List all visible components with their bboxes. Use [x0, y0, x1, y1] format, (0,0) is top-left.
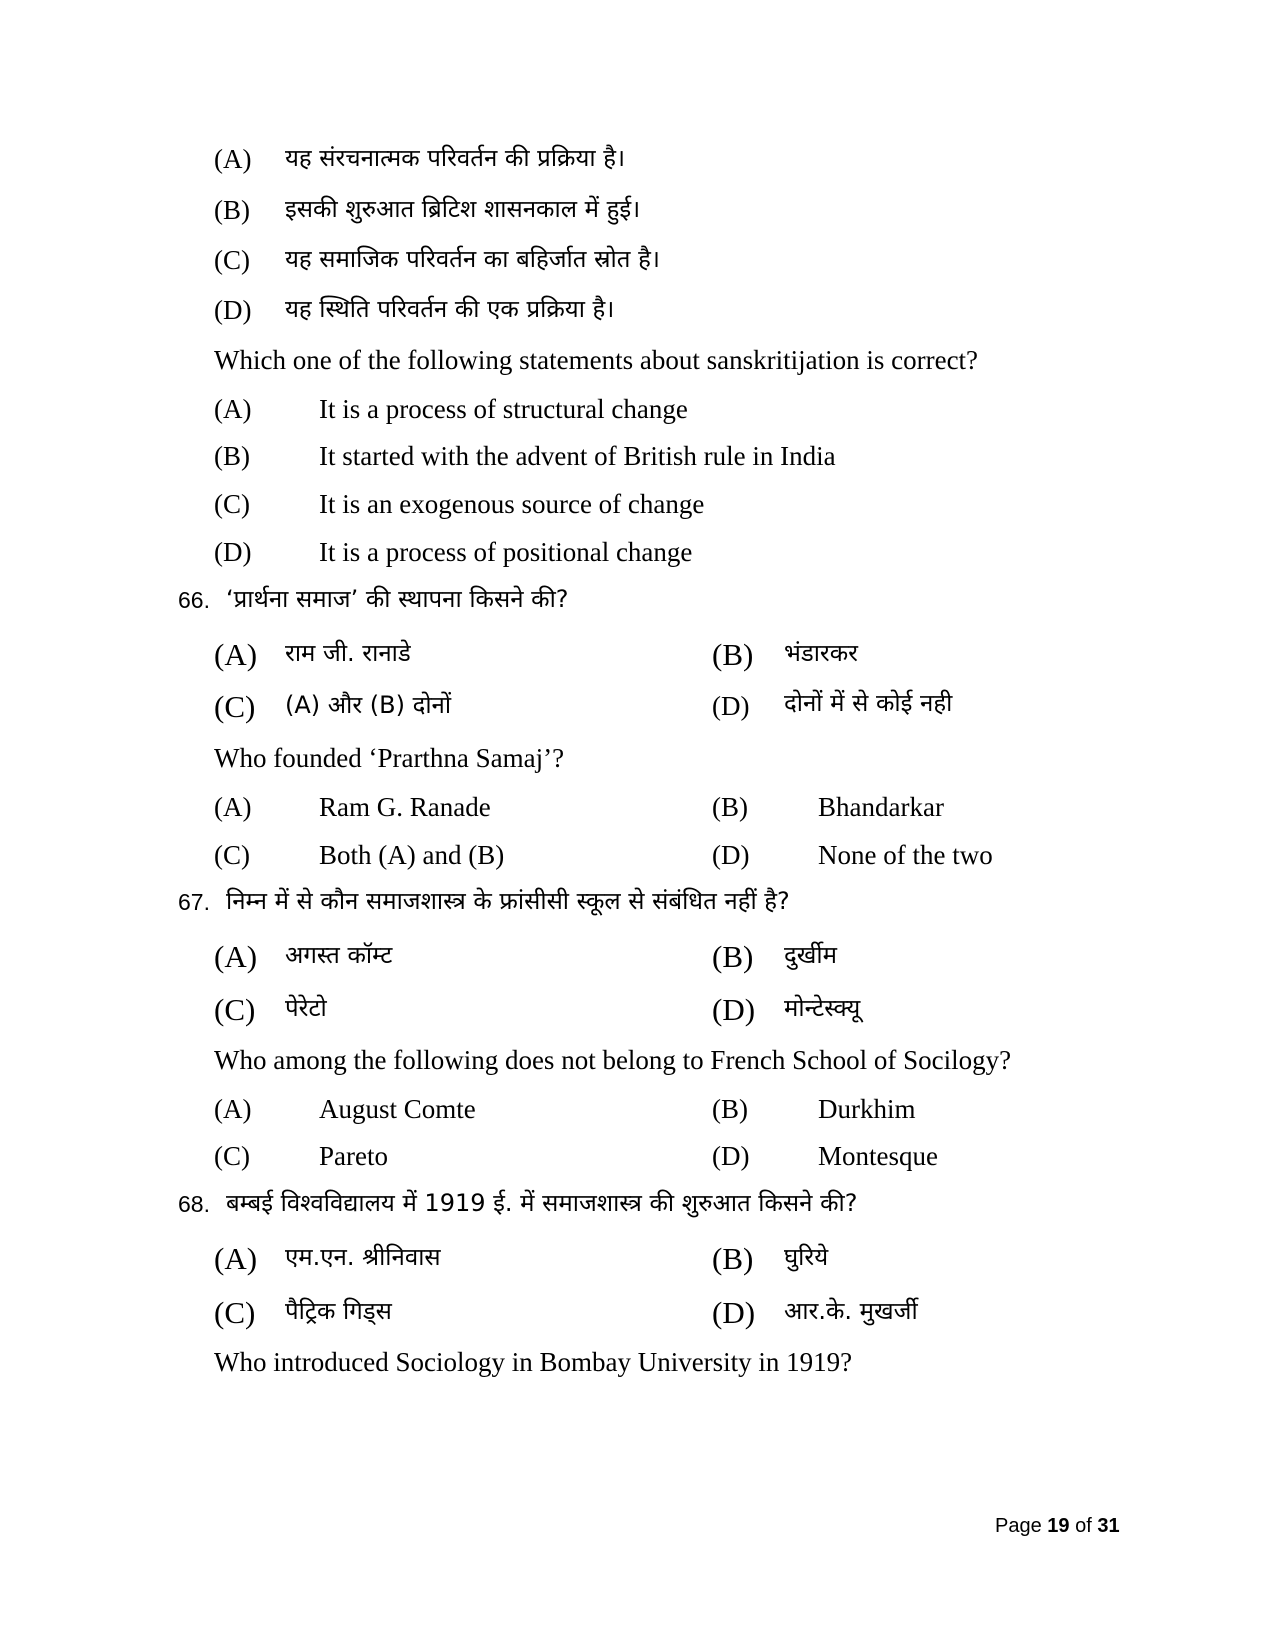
- option-label: (A): [214, 637, 258, 672]
- question-text: निम्न में से कौन समाजशास्त्र के फ्रांसीसी स्कूल से संबंधित नहीं है?: [226, 887, 790, 915]
- option-label: (A): [214, 1094, 252, 1124]
- option-label: (C): [214, 992, 256, 1027]
- option-text: August Comte: [319, 1094, 476, 1124]
- option-text: It is a process of positional change: [319, 537, 693, 567]
- option-label: (A): [214, 144, 252, 174]
- page-current: 19: [1047, 1515, 1070, 1537]
- option-label: (A): [214, 1241, 258, 1276]
- option-text: घुरिये: [784, 1243, 829, 1271]
- option-text: अगस्त कॉम्ट: [285, 941, 393, 969]
- option-text: यह स्थिति परिवर्तन की एक प्रक्रिया है।: [285, 295, 615, 323]
- option-label: (B): [214, 195, 250, 225]
- option-text: It is a process of structural change: [319, 394, 688, 424]
- option-label: (B): [712, 939, 754, 974]
- option-text: इसकी शुरुआत ब्रिटिश शासनकाल में हुई।: [285, 195, 641, 223]
- option-label: (D): [712, 691, 750, 721]
- option-label: (D): [214, 537, 252, 567]
- q68-en-question: Who introduced Sociology in Bombay University in 1919?: [214, 1347, 853, 1377]
- option-text: यह समाजिक परिवर्तन का बहिर्जात स्रोत है।: [285, 245, 660, 273]
- option-text: (A) और (B) दोनों: [285, 691, 452, 719]
- option-text: राम जी. रानाडे: [285, 639, 411, 667]
- question-text: बम्बई विश्वविद्यालय में 1919 ई. में समाजशास्त्र की शुरुआत किसने की?: [226, 1189, 858, 1217]
- option-text: Both (A) and (B): [319, 840, 505, 870]
- option-text: Pareto: [319, 1141, 388, 1171]
- option-text: एम.एन. श्रीनिवास: [285, 1243, 441, 1271]
- option-text: पेरेटो: [285, 994, 327, 1022]
- option-label: (A): [214, 939, 258, 974]
- option-text: मोन्टेस्क्यू: [784, 994, 861, 1022]
- option-text: None of the two: [818, 840, 993, 870]
- option-text: पैट्रिक गिड्स: [285, 1297, 392, 1325]
- option-label: (C): [214, 1141, 250, 1171]
- question-number: 66.: [178, 587, 210, 613]
- option-text: आर.के. मुखर्जी: [784, 1297, 918, 1325]
- page-total: 31: [1097, 1515, 1120, 1537]
- question-number: 68.: [178, 1191, 210, 1217]
- option-label: (C): [214, 245, 250, 275]
- option-label: (B): [712, 1241, 754, 1276]
- option-label: (D): [214, 295, 252, 325]
- option-text: दोनों में से कोई नही: [784, 689, 953, 717]
- option-label: (A): [214, 792, 252, 822]
- option-text: Ram G. Ranade: [319, 792, 491, 822]
- option-label: (D): [712, 840, 750, 870]
- page-separator: of: [1075, 1515, 1092, 1537]
- page-prefix: Page: [995, 1515, 1042, 1537]
- option-label: (D): [712, 1141, 750, 1171]
- option-label: (B): [712, 637, 754, 672]
- option-text: दुर्खीम: [784, 941, 837, 969]
- option-text: Montesque: [818, 1141, 938, 1171]
- option-label: (B): [712, 792, 748, 822]
- page-number: [995, 1515, 1120, 1538]
- question-text: ‘प्रार्थना समाज’ की स्थापना किसने की?: [226, 585, 569, 613]
- option-label: (C): [214, 689, 256, 724]
- option-text: It is an exogenous source of change: [319, 489, 705, 519]
- option-label: (D): [712, 992, 756, 1027]
- option-label: (A): [214, 394, 252, 424]
- q65-en-question: Which one of the following statements about sanskritijation is correct?: [214, 345, 979, 375]
- question-number: 67.: [178, 889, 210, 915]
- q67-en-question: Who among the following does not belong to French School of Socilogy?: [214, 1045, 1012, 1075]
- option-label: (B): [214, 441, 250, 471]
- option-label: (B): [712, 1094, 748, 1124]
- option-text: भंडारकर: [784, 639, 858, 667]
- option-label: (C): [214, 840, 250, 870]
- option-text: It started with the advent of British rule in India: [319, 441, 836, 471]
- option-text: Durkhim: [818, 1094, 916, 1124]
- option-text: यह संरचनात्मक परिवर्तन की प्रक्रिया है।: [285, 144, 626, 172]
- q66-en-question: Who founded ‘Prarthna Samaj’?: [214, 743, 565, 773]
- option-text: Bhandarkar: [818, 792, 944, 822]
- option-label: (D): [712, 1295, 756, 1330]
- option-label: (C): [214, 1295, 256, 1330]
- option-label: (C): [214, 489, 250, 519]
